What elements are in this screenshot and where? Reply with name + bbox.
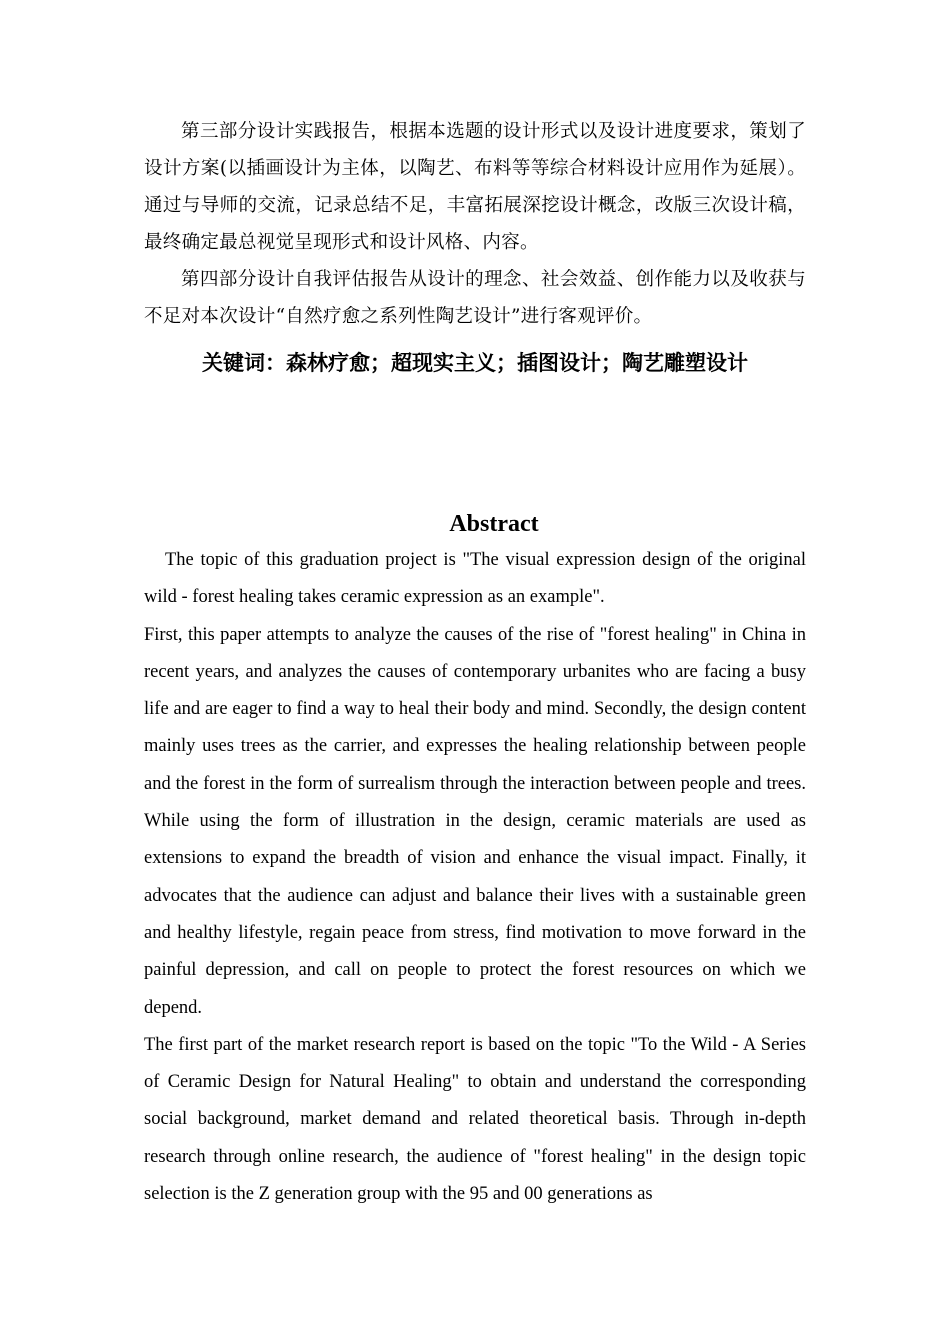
abstract-paragraph-market-research: The first part of the market research report is based on the topic "To the Wild - A Series of Ceramic Design for Natural Healing" to obtain and understand the corresponding social background, market demand and related theoretical basis. Through in-depth research through online research, the audience of "forest healing" in the design topic selection is the Z generation group with the 95 and 00 generations as [144, 1034, 806, 1205]
abstract-paragraph-analysis: First, this paper attempts to analyze the causes of the rise of "forest healing" in China in recent years, and analyzes the causes of contemporary urbanites who are facing a busy life and are eager to find a way to heal their body and mind. Secondly, the design content mainly uses trees as the carrier, and expresses the healing relationship between people and the forest in the form of surrealism through the interaction between people and trees. While using the form of illustration in the design, ceramic materials are used as extensions to expand the breadth of vision and enhance the visual impact. Finally, it advocates that the audience can adjust and balance their lives with a sustainable green and healthy lifestyle, regain peace from stress, find motivation to move forward in the painful depression, and call on people to protect the forest resources on which we depend. [144, 624, 806, 1018]
abstract-paragraph-topic: The topic of this graduation project is "The visual expression design of the original wild - forest healing takes ceramic expression as an example". [144, 550, 806, 608]
chinese-body-text [144, 113, 806, 335]
abstract-heading: Abstract [449, 511, 539, 537]
chinese-paragraph-part-three: 第三部分设计实践报告，根据本选题的设计形式以及设计进度要求，策划了设计方案(以插画设计为主体，以陶艺、布料等等综合材料设计应用作为延展）。通过与导师的交流，记录总结不足，丰富拓展深挖设计概念，改版三次设计稿，最终确定最总视觉呈现形式和设计风格、内容。 [144, 121, 806, 253]
keywords-line: 关键词：森林疗愈；超现实主义；插图设计；陶艺雕塑设计 [202, 351, 748, 375]
abstract-body-text [144, 542, 806, 1213]
chinese-paragraph-part-four: 第四部分设计自我评估报告从设计的理念、社会效益、创作能力以及收获与不足对本次设计“自然疗愈之系列性陶艺设计”进行客观评价。 [144, 269, 806, 327]
